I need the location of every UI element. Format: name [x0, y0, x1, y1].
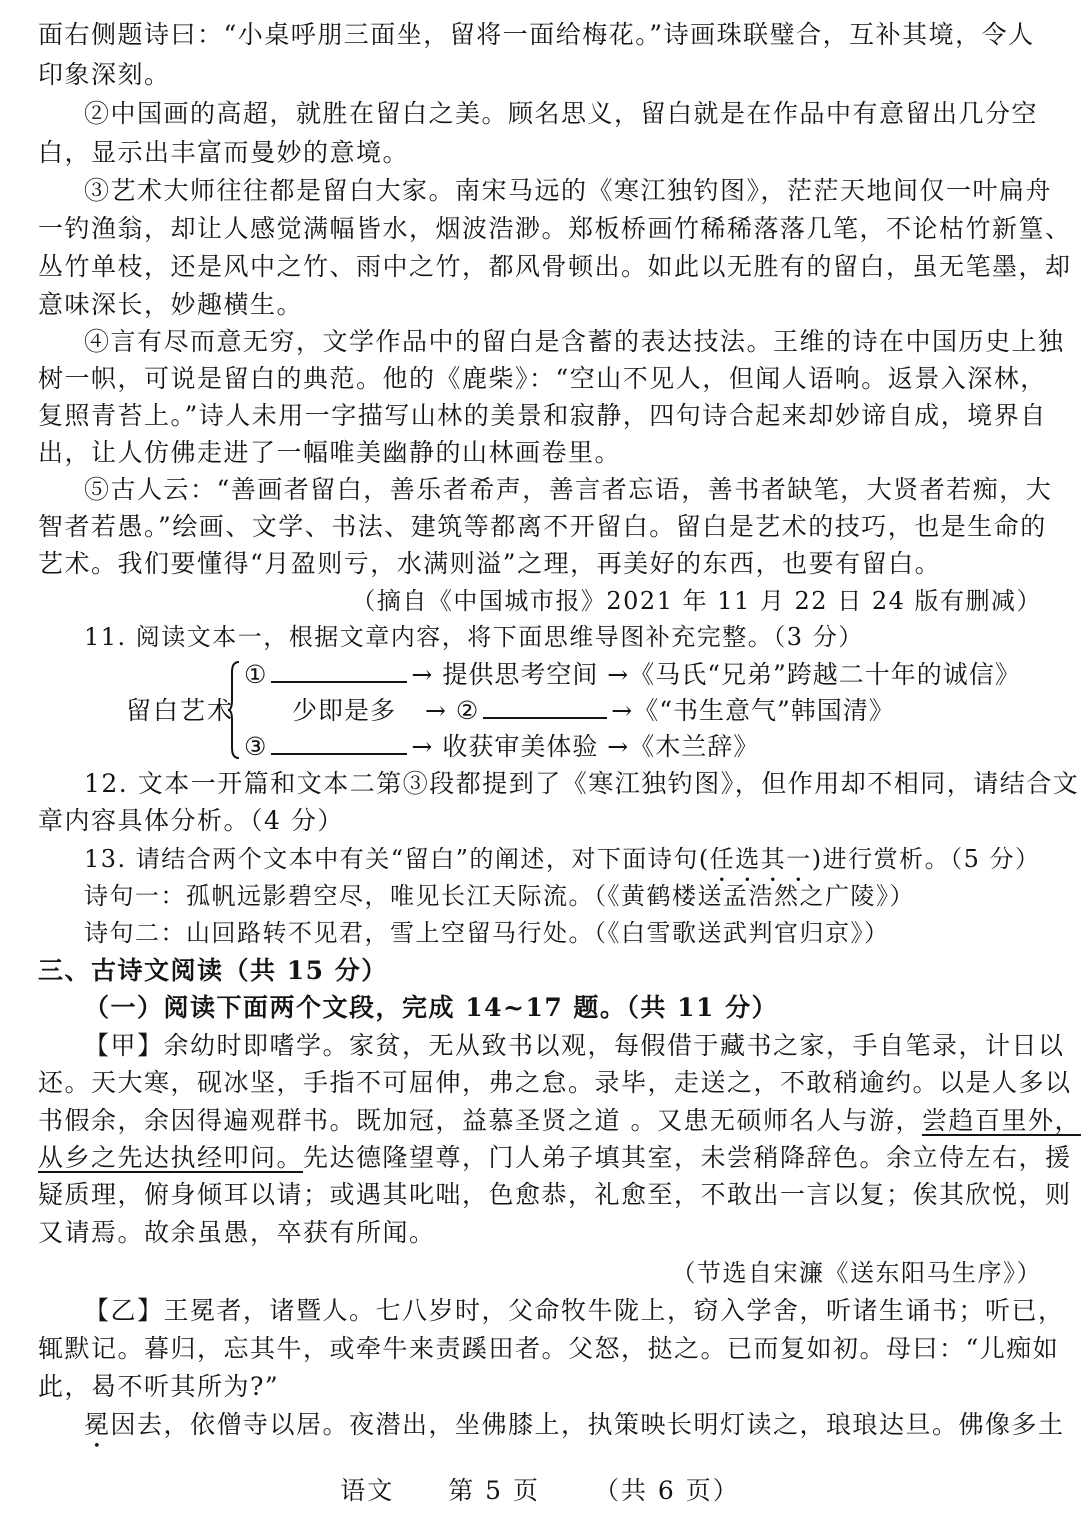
paragraph-3-line: 丛竹单枝，还是风中之竹、雨中之竹，都风骨顿出。如此以无胜有的留白，虽无笔墨，却 [38, 252, 1072, 281]
mind-map-row-2 [292, 694, 895, 728]
passage-yi-line: 冕因去，依僧寺以居。夜潜出，坐佛膝上，执策映长明灯读之，琅琅达旦。佛像多土 [84, 1410, 1065, 1439]
passage-yi-line: 【乙】王冕者，诸暨人。七八岁时，父命牧牛陇上，窃入学舍，听诸生诵书；听已， [84, 1296, 1065, 1325]
poem-line-1: 诗句一：孤帆远影碧空尽，唯见长江天际流。（《黄鹤楼送孟浩然之广陵》） [84, 882, 915, 910]
subsection-heading: （一）阅读下面两个文段，完成 14~17 题。（共 11 分） [84, 993, 779, 1022]
question-13-stem: 13. 请结合两个文本中有关“留白”的阐述，对下面诗句(任选其一)进行赏析。（5 分） [84, 845, 1041, 873]
source-citation: （节选自宋濂《送东阳马生序》） [671, 1259, 1042, 1287]
passage-yi-line: 辄默记。暮归，忘其牛，或牵牛来责蹊田者。父怒，挞之。已而复如初。母曰：“儿痴如 [38, 1334, 1060, 1363]
mind-map-text: → 收获审美体验 →《木兰辞》 [411, 732, 760, 761]
passage-jia-line: 还。天大寒，砚冰坚，手指不可屈伸，弗之怠。录毕，走送之，不敢稍逾约。以是人多以 [38, 1068, 1072, 1097]
paragraph-4-line: ④言有尽而意无穷，文学作品中的留白是含蓄的表达技法。王维的诗在中国历史上独 [84, 327, 1065, 356]
footer-subject: 语文 [340, 1476, 395, 1505]
mind-map-text: 少即是多 [292, 696, 397, 725]
mind-map-text: →《“书生意气”韩国清》 [611, 696, 895, 725]
passage-jia-line: 从乡之先达执经叩问。先达德隆望尊，门人弟子填其室，未尝稍降辞色。余立侍左右，援 [38, 1143, 1072, 1172]
paragraph-3-line: 一钓渔翁，却让人感觉满幅皆水，烟波浩渺。郑板桥画竹稀稀落落几笔，不论枯竹新篁、 [38, 214, 1072, 243]
paragraph-2-line: ②中国画的高超，就胜在留白之美。顾名思义，留白就是在作品中有意留出几分空 [84, 99, 1039, 128]
passage-jia-line: 【甲】余幼时即嗜学。家贫，无从致书以观，每假借于藏书之家，手自笔录，计日以 [84, 1031, 1065, 1060]
mind-map-num: ③ [244, 732, 268, 761]
paragraph-3-line: ③艺术大师往往都是留白大家。南宋马远的《寒江独钓图》，茫茫天地间仅一叶扁舟 [84, 176, 1053, 205]
page-footer [0, 1471, 1080, 1507]
brace-icon [228, 660, 240, 760]
mind-map-root: 留白艺术 [126, 696, 235, 725]
passage-jia-line: 书假余，余因得遍观群书。既加冠，益慕圣贤之道 。又患无硕师名人与游，尝趋百里外， [38, 1106, 1081, 1135]
answer-blank-3[interactable] [271, 731, 407, 755]
answer-blank-1[interactable] [271, 659, 407, 683]
paragraph-5-line: 艺术。我们要懂得“月盈则亏，水满则溢”之理，再美好的东西，也要有留白。 [38, 549, 942, 578]
question-12-line: 12. 文本一开篇和文本二第③段都提到了《寒江独钓图》，但作用却不相同，请结合文 [84, 769, 1080, 798]
question-12-line: 章内容具体分析。（4 分） [38, 806, 344, 835]
section-heading: 三、古诗文阅读（共 15 分） [38, 956, 388, 985]
underlined-sentence: 从乡之先达执经叩问。 [38, 1143, 304, 1172]
mind-map-row-1 [244, 658, 1021, 692]
mind-map-text: → 提供思考空间 →《马氏“兄弟”跨越二十年的诚信》 [411, 660, 1021, 689]
passage-yi-line: 此，曷不听其所为?” [38, 1372, 280, 1401]
question-11-stem: 11. 阅读文本一，根据文章内容，将下面思维导图补充完整。（3 分） [84, 623, 864, 651]
passage-jia-line: 又请焉。故余虽愚，卒获有所闻。 [38, 1218, 436, 1247]
footer-page: 第 5 页 [448, 1476, 540, 1505]
source-citation: （摘自《中国城市报》2021 年 11 月 22 日 24 版有删减） [351, 587, 1042, 615]
mind-map-text: → ② [424, 696, 480, 725]
answer-blank-2[interactable] [483, 695, 607, 719]
paragraph-2-line: 白，显示出丰富而曼妙的意境。 [38, 138, 410, 167]
footer-total: （共 6 页） [593, 1476, 740, 1505]
text-line: 面右侧题诗曰：“小桌呼朋三面坐，留将一面给梅花。”诗画珠联璧合，互补其境，令人 [38, 20, 1035, 49]
paragraph-4-line: 树一帜，可说是留白的典范。他的《鹿柴》：“空山不见人，但闻人语响。返景入深林， [38, 364, 1047, 393]
passage-jia-line: 疑质理，俯身倾耳以请；或遇其叱咄，色愈恭，礼愈至，不敢出一言以复；俟其欣悦，则 [38, 1180, 1072, 1209]
mind-map-num: ① [244, 660, 268, 689]
paragraph-4-line: 复照青苔上。”诗人未用一字描写山林的美景和寂静，四句诗合起来却妙谛自成，境界自 [38, 401, 1047, 430]
text-line: 印象深刻。 [38, 60, 171, 89]
paragraph-5-line: ⑤古人云：“善画者留白，善乐者希声，善言者忘语，善书者缺笔，大贤者若痴，大 [84, 475, 1053, 504]
paragraph-4-line: 出，让人仿佛走进了一幅唯美幽静的山林画卷里。 [38, 438, 622, 467]
poem-line-2: 诗句二：山回路转不见君，雪上空留马行处。（《白雪歌送武判官归京》） [84, 919, 890, 947]
underlined-sentence: 尝趋百里外， [921, 1106, 1081, 1135]
paragraph-5-line: 智者若愚。”绘画、文学、书法、建筑等都离不开留白。留白是艺术的技巧，也是生命的 [38, 512, 1047, 541]
mind-map-row-3 [244, 730, 759, 764]
paragraph-3-line: 意味深长，妙趣横生。 [38, 290, 304, 319]
